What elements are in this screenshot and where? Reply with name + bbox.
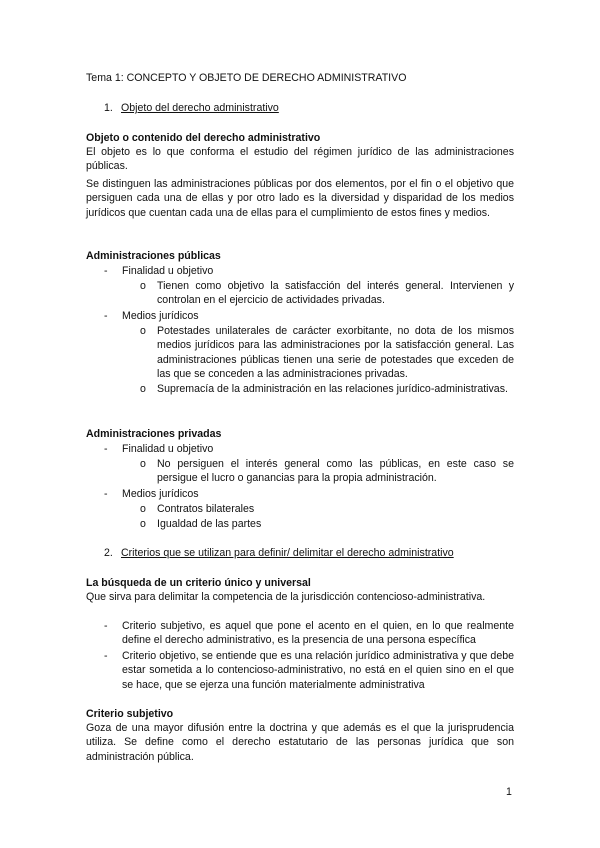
criterio-objetivo-item: Criterio objetivo, se entiende que es una relación jurídico administrativa y que debe estar sometida a lo contencioso-administrativo, no está en el quien sino en el que se hace, que se ejerza una función materialmente administrativa xyxy=(122,650,514,691)
busqueda-heading: La búsqueda de un criterio único y universal xyxy=(86,577,311,589)
dash-bullet: - xyxy=(104,650,108,662)
subjetivo-paragraph: Goza de una mayor difusión entre la doctrina y que además es el que la jurisprudencia utiliza. Se define como el derecho estatutario de las personas jurídica que son administración pública. xyxy=(86,722,514,763)
section-2-heading: Criterios que se utilizan para definir/ delimitar el derecho administrativo xyxy=(121,547,454,559)
circle-bullet: o xyxy=(140,383,146,395)
section-2-number: 2. xyxy=(104,547,113,559)
dash-bullet: - xyxy=(104,488,108,500)
circle-bullet: o xyxy=(140,325,146,337)
privadas-medios-label: Medios jurídicos xyxy=(122,488,199,500)
section-1-number: 1. xyxy=(104,102,113,114)
publicas-finalidad-item: Tienen como objetivo la satisfacción del interés general. Intervienen y controlan en el ejercicio de actividades privadas. xyxy=(157,280,514,307)
privadas-medios-item-2: Igualdad de las partes xyxy=(157,518,262,530)
criterio-subjetivo-item: Criterio subjetivo, es aquel que pone el acento en el quien, en lo que realmente define el derecho administrativo, es la presencia de una persona específica xyxy=(122,620,514,647)
privadas-medios-item-1: Contratos bilaterales xyxy=(157,503,255,515)
objeto-heading: Objeto o contenido del derecho administrativo xyxy=(86,132,321,144)
dash-bullet: - xyxy=(104,443,108,455)
publicas-medios-label: Medios jurídicos xyxy=(122,310,199,322)
privadas-finalidad-label: Finalidad u objetivo xyxy=(122,443,214,455)
publicas-finalidad-label: Finalidad u objetivo xyxy=(122,265,214,277)
busqueda-paragraph: Que sirva para delimitar la competencia de la jurisdicción contencioso-administrativa. xyxy=(86,591,486,603)
circle-bullet: o xyxy=(140,518,146,530)
privadas-finalidad-item: No persiguen el interés general como las públicas, en este caso se persigue el lucro o ganancias para la propia administración. xyxy=(157,458,514,485)
privadas-heading: Administraciones privadas xyxy=(86,428,222,440)
dash-bullet: - xyxy=(104,310,108,322)
section-1-heading: Objeto del derecho administrativo xyxy=(121,102,279,114)
objeto-paragraph-1: El objeto es lo que conforma el estudio del régimen jurídico de las administraciones públicas. xyxy=(86,146,514,173)
objeto-paragraph-2: Se distinguen las administraciones públicas por dos elementos, por el fin o el objetivo que persiguen cada una de ellas y por otro lado es la diversidad y disparidad de los medios jurídicos que cuentan cada una de ellas para el cumplimiento de estos fines y medios. xyxy=(86,178,514,219)
publicas-medios-item-1: Potestades unilaterales de carácter exorbitante, no dota de los mismos medios jurídicos para las administraciones por la satisfacción general. Las administraciones públicas tienen una serie de potestades que exceden de las que se conceden a las administraciones privadas. xyxy=(157,325,514,381)
subjetivo-heading: Criterio subjetivo xyxy=(86,708,174,720)
publicas-heading: Administraciones públicas xyxy=(86,250,221,262)
page-number: 1 xyxy=(506,786,512,798)
publicas-medios-item-2: Supremacía de la administración en las relaciones jurídico-administrativas. xyxy=(157,383,508,395)
circle-bullet: o xyxy=(140,280,146,292)
circle-bullet: o xyxy=(140,458,146,470)
circle-bullet: o xyxy=(140,503,146,515)
dash-bullet: - xyxy=(104,620,108,632)
dash-bullet: - xyxy=(104,265,108,277)
document-title: Tema 1: CONCEPTO Y OBJETO DE DERECHO ADMINISTRATIVO xyxy=(86,72,407,84)
